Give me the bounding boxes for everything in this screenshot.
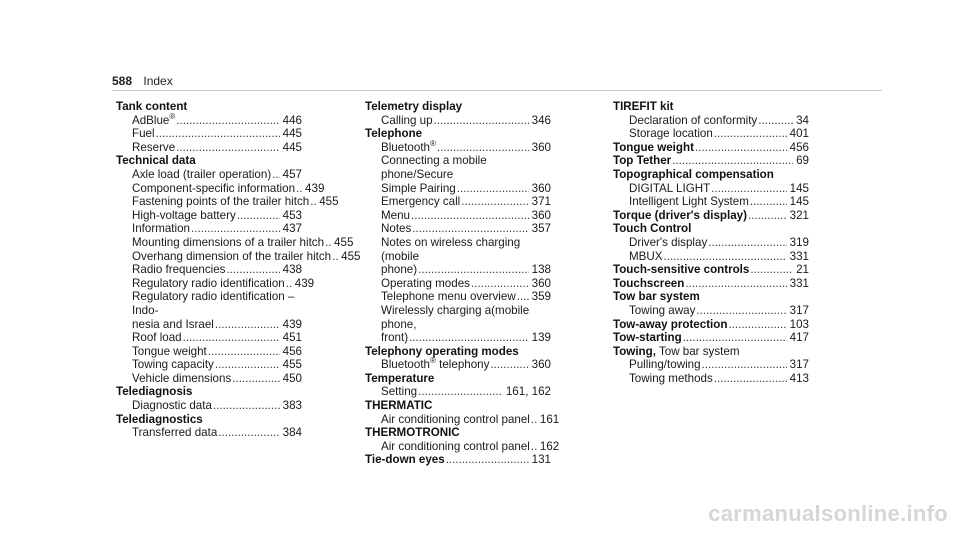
index-subentry[interactable]: Fuel ..... 445	[116, 127, 302, 141]
index-subentry[interactable]: Vehicle dimensions ..... 450	[116, 372, 302, 386]
index-subentry[interactable]: Telephone menu overview ..... 359	[365, 290, 551, 304]
index-entry-touch-control	[613, 222, 809, 263]
index-subentry[interactable]: Intelligent Light System ..... 145	[613, 195, 809, 209]
index-subentry[interactable]: Declaration of conformity ..... 34	[613, 114, 809, 128]
index-subentry[interactable]: Air conditioning control panel ..... 162	[365, 440, 551, 454]
index-subentry-line[interactable]: Regulatory radio identification – Indo-	[132, 290, 295, 317]
index-term: THERMOTRONIC	[365, 426, 460, 440]
index-subentry[interactable]: front) ..... 139	[365, 331, 551, 345]
index-subentry[interactable]: Setting ..... 161, 162	[365, 385, 551, 399]
index-subentry[interactable]: Mounting dimensions of a trailer hitch ..... 455	[116, 236, 302, 250]
index-term: Temperature	[365, 371, 435, 385]
page-ref: 445	[282, 127, 302, 141]
index-subentry[interactable]: Diagnostic data ..... 383	[116, 399, 302, 413]
index-entry-topographical	[613, 168, 809, 209]
index-term: Telediagnostics	[116, 412, 203, 426]
index-entry-telephone	[365, 127, 551, 345]
index-subentry[interactable]: Fastening points of the trailer hitch ..... 455	[116, 195, 302, 209]
index-column-1	[116, 100, 361, 440]
index-subentry[interactable]: Menu ..... 360	[365, 209, 551, 223]
index-subentry[interactable]: Axle load (trailer operation) ..... 457	[116, 168, 302, 182]
index-entry-torque[interactable]: Torque (driver's display) ..... 321	[613, 209, 809, 223]
index-entry-touch-sensitive[interactable]: Touch-sensitive controls ..... 21	[613, 263, 809, 277]
index-subentry[interactable]: Reserve ..... 445	[116, 141, 302, 155]
index-entry-telediagnostics	[116, 413, 302, 440]
index-subentry[interactable]: Information ..... 437	[116, 222, 302, 236]
index-subentry[interactable]: Simple Pairing ..... 360	[365, 182, 551, 196]
page-ref: 445	[282, 140, 302, 154]
index-entry-temperature	[365, 372, 551, 399]
index-column-3	[613, 100, 809, 385]
index-entry-towing	[613, 345, 809, 386]
index-term: THERMATIC	[365, 399, 433, 413]
page-ref: 446	[282, 113, 302, 127]
index-entry-touchscreen[interactable]: Touchscreen ..... 331	[613, 277, 809, 291]
index-subentry[interactable]: MBUX ..... 331	[613, 250, 809, 264]
index-subentry[interactable]: Overhang dimension of the trailer hitch ..... 455	[116, 250, 302, 264]
index-subentry-line[interactable]: Wirelessly charging a(mobile phone,	[381, 303, 530, 331]
index-term: TIREFIT kit	[613, 100, 674, 113]
index-entry-telemetry-display	[365, 100, 551, 127]
index-entry-tie-down-eyes[interactable]: Tie-down eyes ..... 131	[365, 453, 551, 467]
index-subentry-line[interactable]: Connecting a mobile phone/Secure	[381, 154, 487, 181]
index-term: Telemetry display	[365, 100, 463, 113]
index-term: Telephony operating modes	[365, 344, 519, 358]
index-subentry[interactable]: AdBlue® ..... 446	[116, 114, 302, 128]
watermark: carmanualsonline.info	[708, 501, 948, 526]
index-subentry[interactable]: Towing away ..... 317	[613, 304, 809, 318]
index-subentry[interactable]: Radio frequencies ..... 438	[116, 263, 302, 277]
index-entry-thermatic	[365, 399, 560, 426]
index-subentry[interactable]: Towing capacity ..... 455	[116, 358, 302, 372]
index-subentry[interactable]: phone) ..... 138	[365, 263, 551, 277]
index-entry-tank-content	[116, 100, 302, 154]
index-column-2	[365, 100, 560, 467]
page-header	[112, 74, 173, 88]
index-entry-tow-starting[interactable]: Tow-starting ..... 417	[613, 331, 809, 345]
index-subentry-line[interactable]: Notes on wireless charging (mobile	[381, 235, 521, 263]
index-entry-thermotronic	[365, 426, 560, 453]
index-subentry[interactable]: Bluetooth® ..... 360	[365, 141, 551, 155]
section-title: Index	[143, 74, 173, 88]
index-subentry[interactable]: Emergency call ..... 371	[365, 195, 551, 209]
index-term: Telephone	[365, 127, 423, 141]
index-entry-technical-data	[116, 154, 361, 385]
index-term: Telediagnosis	[116, 385, 193, 399]
index-entry-telephony-modes	[365, 345, 551, 372]
header-divider	[112, 90, 882, 91]
index-subentry[interactable]: Driver's display ..... 319	[613, 236, 809, 250]
index-subentry[interactable]: Component-specific information ..... 439	[116, 182, 302, 196]
index-entry-tirefit	[613, 100, 809, 141]
index-subentry[interactable]: Operating modes ..... 360	[365, 277, 551, 291]
index-subentry[interactable]: Air conditioning control panel ..... 161	[365, 413, 551, 427]
index-entry-top-tether[interactable]: Top Tether ..... 69	[613, 154, 809, 168]
index-subentry[interactable]: Storage location ..... 401	[613, 127, 809, 141]
index-term: Topographical compensation	[613, 167, 774, 181]
page-number: 588	[112, 74, 133, 88]
index-term: Tow bar system	[613, 290, 700, 304]
index-subentry[interactable]: Calling up ..... 346	[365, 114, 551, 128]
index-term: Tank content	[116, 100, 188, 113]
index-subentry[interactable]: Towing methods ..... 413	[613, 372, 809, 386]
index-subentry[interactable]: Tongue weight ..... 456	[116, 345, 302, 359]
index-subentry[interactable]: Transferred data ..... 384	[116, 426, 302, 440]
index-subentry[interactable]: nesia and Israel ..... 439	[116, 318, 302, 332]
index-subentry[interactable]: Regulatory radio identification ..... 439	[116, 277, 302, 291]
index-term: Technical data	[116, 154, 196, 168]
index-subentry[interactable]: Roof load ..... 451	[116, 331, 302, 345]
index-entry-tow-away[interactable]: Tow-away protection ..... 103	[613, 318, 809, 332]
index-subentry[interactable]: Pulling/towing ..... 317	[613, 358, 809, 372]
index-entry-tow-bar	[613, 290, 809, 317]
index-subentry[interactable]: Notes ..... 357	[365, 222, 551, 236]
index-entry-tongue-weight[interactable]: Tongue weight ..... 456	[613, 141, 809, 155]
index-entry-telediagnosis	[116, 385, 302, 412]
index-subentry[interactable]: High-voltage battery ..... 453	[116, 209, 302, 223]
index-subentry[interactable]: Bluetooth® telephony ..... 360	[365, 358, 551, 372]
index-subentry[interactable]: DIGITAL LIGHT ..... 145	[613, 182, 809, 196]
index-term: Touch Control	[613, 222, 692, 236]
index-term-line[interactable]: Towing, Tow bar system	[613, 344, 740, 358]
